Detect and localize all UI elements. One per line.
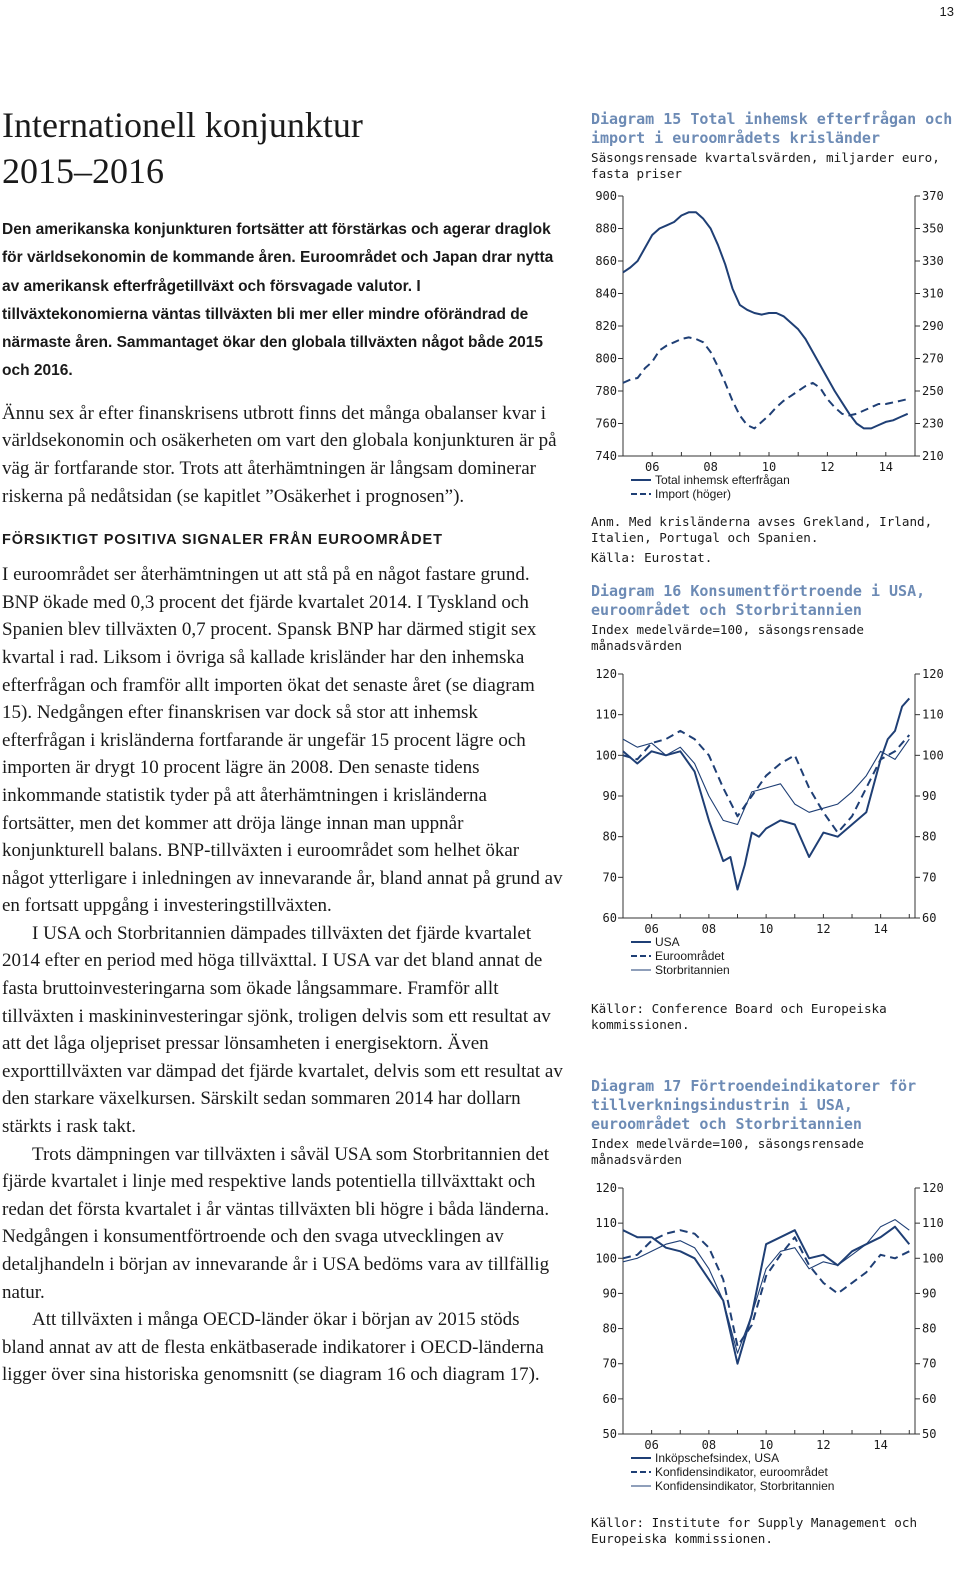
d15-y-left-label: 900: [595, 189, 617, 203]
d15-y-left-label: 800: [595, 351, 617, 366]
d16-legend-label-3: Storbritannien: [655, 963, 730, 977]
d16-y-right-label: 80: [922, 829, 937, 844]
d17-series-3-line: [623, 1220, 909, 1354]
d16-x-label: 14: [873, 922, 888, 936]
article-title: [2, 102, 564, 194]
d17-y-right-label: 110: [922, 1216, 944, 1231]
diagram15-note: Anm. Med krisländerna avses Grekland, Irland, Italien, Portugal och Spanien.: [591, 514, 933, 545]
d15-y-left-label: 820: [595, 319, 617, 333]
d17-x-label: 10: [758, 1438, 774, 1452]
d17-y-left-label: 80: [602, 1321, 617, 1336]
diagram15-chart: [591, 186, 953, 511]
d16-y-left-label: 90: [602, 789, 617, 803]
diagram15-source: Källa: Eurostat.: [591, 550, 713, 565]
d16-y-right-label: 60: [922, 911, 937, 925]
d17-y-right-label: 70: [922, 1356, 937, 1371]
d16-series-2-line: [623, 731, 909, 833]
article-title-line2: 2015–2016: [2, 151, 164, 191]
d15-series-1-line: [623, 212, 908, 428]
diagram-column: [591, 110, 953, 1547]
d16-x-label: 10: [758, 922, 774, 936]
body-paragraph-5: Att tillväxten i många OECD-länder ökar i början av 2015 stöds bland annat av att de flesta enkätbaserade indikatorer i OECD-länderna ligger över sina historiska genomsnitt (se diagram 16 och diagram 17).: [2, 1309, 544, 1386]
d15-y-right-label: 270: [922, 351, 944, 366]
d15-y-right-label: 250: [922, 384, 944, 398]
d15-y-right-label: 290: [922, 319, 944, 333]
d16-y-right-label: 70: [922, 870, 937, 885]
d16-y-right-label: 100: [922, 748, 944, 763]
d17-x-label: 08: [701, 1438, 717, 1452]
section-heading: FÖRSIKTIGT POSITIVA SIGNALER FRÅN EUROOMRÅDET: [2, 532, 443, 549]
d15-y-left-label: 860: [595, 254, 617, 268]
diagram16-title: Diagram 16 Konsumentförtroende i USA, euroområdet och Storbritannien: [591, 582, 926, 619]
body-paragraph-1: Ännu sex år efter finanskrisens utbrott finns det många obalanser kvar i världsekonomin och osäkerheten om vart den globala konjunkturen är på väg är fortfarande stor. Trots att återhämtningen är långsam dominerar riskerna på nedåtsidan (se kapitlet ”Osäkerhet i prognosen”).: [2, 402, 557, 507]
d17-y-right-label: 120: [922, 1181, 944, 1195]
d17-y-left-label: 110: [595, 1216, 617, 1231]
d17-y-right-label: 80: [922, 1321, 937, 1336]
d16-y-left-label: 60: [602, 911, 617, 925]
d16-y-left-label: 70: [602, 870, 617, 885]
diagram16-chart: [591, 658, 953, 993]
d17-y-left-label: 100: [595, 1251, 617, 1266]
d15-x-label: 08: [703, 460, 718, 474]
d16-y-left-label: 80: [602, 829, 617, 844]
diagram16-source: Källor: Conference Board och Europeiska kommissionen.: [591, 1001, 887, 1032]
d15-y-left-label: 780: [595, 384, 617, 398]
diagram15-subtitle: Säsongsrensade kvartalsvärden, miljarder euro, fasta priser: [591, 150, 940, 181]
d17-y-right-label: 50: [922, 1427, 937, 1441]
lead-paragraph: Den amerikanska konjunkturen fortsätter att förstärkas och agerar draglok för världsekonomin de kommande åren. Euroområdet och Japan drar nytta av amerikansk efterfrågetillväxt och försvagade valutor. I tillväxtekonomierna väntas tillväxten bli mer eller mindre oförändrad de närmaste åren. Sammantaget ökar den globala tillväxten något både 2015 och 2016.: [2, 221, 554, 380]
d15-y-left-label: 740: [595, 449, 617, 463]
article: [2, 102, 564, 1389]
d15-y-right-label: 210: [922, 449, 944, 463]
d16-y-right-label: 110: [922, 707, 944, 722]
d17-series-1-line: [623, 1227, 909, 1364]
d15-y-right-label: 310: [922, 286, 944, 301]
body-paragraph-2: I euroområdet ser återhämtningen ut att stå på en något fastare grund. BNP ökade med 0,3 procent det fjärde kvartalet 2014. I Tyskland och Spanien blev tillväxten 0,7 procent. Spansk BNP har därmed stigit sex kvartal i rad. Liksom i övriga så kallade krisländer har den inhemska efterfrågan och framför allt importen ökat det senaste året (se diagram 15). Nedgången efter finanskrisen var dock så stor att inhemsk efterfrågan i krisländerna fortfarande är ungefär 15 procent lägre och importen är drygt 10 procent lägre än 2008. Den senaste tidens inkommande statistik tyder på att återhämtningen i krisländerna fortsätter, men det kommer att dröja länge innan man uppnår konjunkturell balans. BNP-tillväxten i euroområdet som helhet ökar något ytterligare i inledningen av innevarande år, bland annat på grund av en fortsatt uppgång i investeringstillväxten.: [2, 564, 563, 917]
d16-x-label: 06: [644, 922, 659, 936]
d17-y-left-label: 50: [602, 1427, 617, 1441]
d17-y-right-label: 60: [922, 1391, 937, 1406]
d17-y-left-label: 120: [595, 1181, 617, 1195]
d15-y-right-label: 350: [922, 221, 944, 236]
d17-y-right-label: 90: [922, 1286, 937, 1301]
d15-y-left-label: 880: [595, 221, 617, 236]
d17-legend-label-1: Inköpschefsindex, USA: [655, 1451, 780, 1465]
d15-y-right-label: 230: [922, 416, 944, 431]
d16-legend-label-1: USA: [655, 935, 680, 949]
d15-legend-label-2: Import (höger): [655, 487, 732, 501]
d15-x-label: 14: [878, 460, 894, 474]
d15-legend-label-1: Total inhemsk efterfrågan: [655, 473, 790, 487]
d17-y-left-label: 90: [602, 1286, 617, 1301]
diagram16-subtitle: Index medelvärde=100, säsongsrensade månadsvärden: [591, 622, 864, 653]
d15-y-right-label: 330: [922, 254, 944, 268]
d15-x-label: 12: [820, 460, 835, 474]
d16-legend-label-2: Euroområdet: [655, 949, 725, 963]
d17-y-right-label: 100: [922, 1251, 944, 1266]
diagram15-title: Diagram 15 Total inhemsk efterfrågan och import i euroområdets krisländer: [591, 110, 953, 147]
d16-x-label: 08: [701, 922, 717, 936]
d17-legend-label-3: Konfidensindikator, Storbritannien: [655, 1479, 835, 1493]
diagram17-title: Diagram 17 Förtroendeindikatorer för tillverkningsindustrin i USA, euroområdet och Storbritannien: [591, 1077, 917, 1133]
d17-legend-label-2: Konfidensindikator, euroområdet: [655, 1465, 828, 1479]
d17-x-label: 14: [873, 1438, 888, 1452]
d17-x-label: 06: [644, 1438, 659, 1452]
d16-y-right-label: 90: [922, 789, 937, 803]
d17-y-left-label: 60: [602, 1391, 617, 1406]
d16-y-left-label: 120: [595, 667, 617, 681]
d15-x-label: 06: [644, 460, 660, 474]
d17-x-label: 12: [816, 1438, 831, 1452]
d16-series-1-line: [623, 698, 909, 889]
page-number: 13: [939, 4, 954, 19]
diagram17-source: Källor: Institute for Supply Management och Europeiska kommissionen.: [591, 1515, 918, 1546]
d16-y-left-label: 100: [595, 748, 617, 763]
body-paragraph-3: I USA och Storbritannien dämpades tillväxten det fjärde kvartalet 2014 efter en period med höga tillväxttal. I USA var det bland annat de fasta bruttoinvesteringarna som ökade långsammare. Framför allt tillväxten i maskininvesteringar sjönk, troligen delvis som ett resultat av att det låga oljepriset pressar lönsamheten i energisektorn. Även exporttillväxten var dämpad det fjärde kvartalet, delvis som ett resultat av den starkare växelkursen. Särskilt sedan sommaren 2014 har dollarn stärkts i rask takt.: [2, 922, 563, 1138]
d16-y-left-label: 110: [595, 707, 617, 722]
d16-x-label: 12: [816, 922, 831, 936]
d15-y-left-label: 760: [595, 416, 617, 431]
diagram17-subtitle: Index medelvärde=100, säsongsrensade månadsvärden: [591, 1136, 864, 1167]
diagram17-chart: [591, 1172, 953, 1507]
body-paragraph-4: Trots dämpningen var tillväxten i såväl USA som Storbritannien det fjärde kvartalet i linje med respektive lands potentiella tillväxttakt och redan det första kvartalet i år väntas tillväxten bli högre i båda länderna. Nedgången i konsumentförtroende och den svaga utvecklingen av detaljhandeln i början av innevarande år i USA bedöms vara av tillfällig natur.: [2, 1143, 550, 1303]
d15-x-label: 10: [761, 460, 777, 474]
article-title-line1: Internationell konjunktur: [2, 105, 363, 145]
d15-series-2-line: [623, 337, 908, 428]
d16-y-right-label: 120: [922, 667, 944, 681]
d15-y-right-label: 370: [922, 189, 944, 203]
d15-y-left-label: 840: [595, 286, 617, 301]
d17-y-left-label: 70: [602, 1356, 617, 1371]
